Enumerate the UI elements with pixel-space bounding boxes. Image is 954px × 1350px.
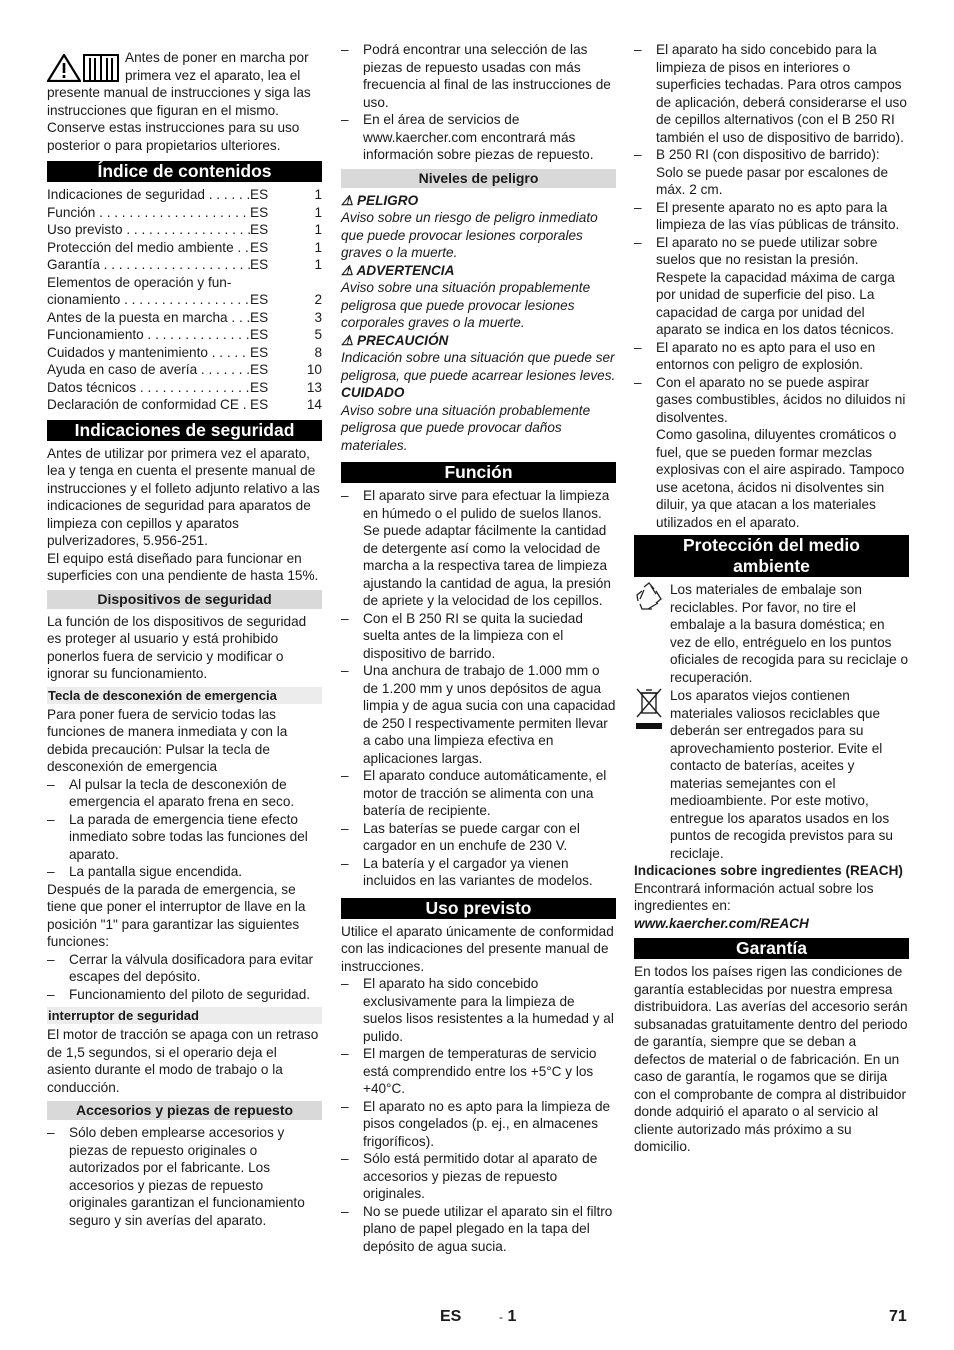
- hazard-label: PELIGRO: [356, 192, 419, 208]
- list-item: – Sólo está permitido dotar al aparato de accesorios y piezas de repuesto originales.: [341, 1150, 616, 1203]
- toc-language: ES: [250, 239, 269, 255]
- toc-row[interactable]: [47, 256, 322, 274]
- footer-page-number: 71: [889, 1308, 907, 1325]
- list-item: – Cerrar la válvula dosificadora para evitar escapes del depósito.: [47, 951, 322, 986]
- column-2: [341, 41, 616, 1255]
- intro-block: [47, 49, 322, 154]
- toc-row[interactable]: [47, 361, 322, 379]
- footer-sheet-value: 1: [507, 1308, 517, 1325]
- safety-heading: Indicaciones de seguridad: [47, 420, 322, 441]
- safety-paragraph-1: Antes de utilizar por primera vez el aparato, lea y tenga en cuenta el presente manual de instrucciones y el folleto adjunto relativo a las indicaciones de seguridad para aparatos de limpieza con cepillos y aparatos pulverizadores, 5.956-251.: [47, 445, 320, 548]
- toc-title: Elementos de operación y fun-: [47, 274, 232, 290]
- hazard-text: Aviso sobre una situación probablemente peligrosa que puede provocar daños materiales.: [341, 402, 591, 453]
- toc-title: Funcionamiento . . .: [47, 326, 250, 344]
- toc-title: Protección del medio ambiente . . .: [47, 239, 250, 257]
- accessories-heading: Accesorios y piezas de repuesto: [47, 1101, 322, 1120]
- list-item: – El aparato no es apto para el uso en entornos con peligro de explosión.: [634, 339, 909, 374]
- list-item: – En el área de servicios de www.kaercher.com encontrará más información sobre piezas de repuesto.: [341, 111, 616, 164]
- list-item: – Al pulsar la tecla de desconexión de emergencia el aparato frena en seco.: [47, 776, 322, 811]
- toc-language: ES: [250, 379, 269, 395]
- list-item: – B 250 RI (con dispositivo de barrido): Solo se puede pasar por escalones de máx. 2 cm.: [634, 146, 909, 199]
- hazard-level-danger: [341, 192, 616, 262]
- list-item: – Sólo deben emplearse accesorios y piezas de repuesto originales o autorizados por el fabricante. Los accesorios y piezas de repuesto originales garantizan el funcionamiento seguro y sin averías del aparato.: [47, 1124, 322, 1229]
- list-item: – Una anchura de trabajo de 1.000 mm o de 1.200 mm y unos depósitos de agua limpia y de agua sucia con una capacidad de 250 l respectivamente permiten llevar a cabo una limpieza efectiva en aplicaciones largas.: [341, 662, 616, 767]
- list-item: – Las baterías se puede cargar con el cargador en un enchufe de 230 V.: [341, 820, 616, 855]
- reach-paragraph: Encontrará información actual sobre los ingredientes en:: [634, 880, 874, 913]
- safety-devices-paragraph: La función de los dispositivos de seguridad es proteger al usuario y está prohibido ponerlos fuera de servicio y modificar o ignorar su funcionamiento.: [47, 613, 307, 681]
- safety-paragraph-2: El equipo está diseñado para funcionar en superficies con una pendiente de hasta 15%.: [47, 550, 319, 583]
- toc-list: [47, 186, 322, 414]
- toc-page: 1: [314, 239, 322, 255]
- hazard-triangle-icon: ⚠: [341, 192, 354, 208]
- toc-language: ES: [250, 397, 269, 412]
- weee-block: [634, 687, 909, 862]
- list-item: – La batería y el cargador ya vienen incluidos en las variantes de modelos.: [341, 855, 616, 890]
- toc-title: Declaración de conformidad CE . . .: [47, 396, 250, 414]
- toc-title: Ayuda en caso de avería . . .: [47, 361, 250, 379]
- toc-row[interactable]: [47, 309, 322, 327]
- toc-title: Indicaciones de seguridad . . .: [47, 186, 250, 204]
- function-heading: Función: [341, 462, 616, 483]
- toc-page: 1: [314, 187, 322, 202]
- toc-row[interactable]: [47, 274, 322, 292]
- list-item: – El aparato no se puede utilizar sobre suelos que no resistan la presión. Respete la capacidad máxima de carga por unidad de superficie del piso. La capacidad de carga por unidad del aparato se indica en los datos técnicos.: [634, 234, 909, 339]
- list-item: – Podrá encontrar una selección de las piezas de repuesto usadas con más frecuencia al final de las instrucciones de uso.: [341, 41, 616, 111]
- hazard-label: ADVERTENCIA: [356, 262, 455, 278]
- toc-page: 1: [314, 257, 322, 272]
- toc-page: 1: [314, 222, 322, 237]
- hazard-level-warning: [341, 262, 616, 332]
- toc-row[interactable]: [47, 344, 322, 362]
- toc-row[interactable]: [47, 204, 322, 222]
- toc-page: 1: [314, 204, 322, 220]
- list-item: – Funcionamiento del piloto de seguridad.: [47, 986, 322, 1004]
- intended-use-paragraph: Utilice el aparato únicamente de conformidad con las indicaciones del presente manual de instrucciones.: [341, 923, 614, 974]
- list-item: – La parada de emergencia tiene efecto inmediato sobre todas las funciones del aparato.: [47, 811, 322, 864]
- toc-row[interactable]: [47, 221, 322, 239]
- intro-text: Antes de poner en marcha por primera vez el aparato, lea el presente manual de instrucciones y siga las instrucciones que figuran en el mismo. Conserve estas instrucciones para su uso posterior o para propietarios ulteriores.: [47, 50, 311, 153]
- column-1: [47, 41, 322, 1229]
- list-item: – El margen de temperaturas de servicio está comprendido entre los +5°C y los +40°C.: [341, 1045, 616, 1098]
- list-item: – El aparato ha sido concebido para la limpieza de pisos en interiores o superficies techadas. Para otros campos de aplicación, deberá considerarse el uso de cepillos alternativos (con el B 250 RI también el uso de dispositivo de barrido).: [634, 41, 909, 146]
- toc-language: ES: [250, 187, 269, 202]
- recycling-icon: [634, 581, 664, 686]
- emergency-stop-paragraph-2: Después de la parada de emergencia, se tiene que poner el interruptor de llave en la posición "1" para garantizar las siguientes funciones:: [47, 881, 306, 949]
- toc-page: 3: [314, 309, 322, 325]
- list-item: – Con el B 250 RI se quita la suciedad suelta antes de la limpieza con el dispositivo de barrido.: [341, 610, 616, 663]
- hazard-label: PRECAUCIÓN: [356, 332, 449, 348]
- warranty-heading: Garantía: [634, 938, 909, 959]
- toc-page: 2: [314, 292, 322, 307]
- toc-row[interactable]: [47, 239, 322, 257]
- hazard-text: Aviso sobre una situación propablemente peligrosa que puede provocar lesiones corporales graves o la muerte.: [341, 280, 591, 330]
- toc-language: ES: [250, 362, 269, 377]
- list-item: – La pantalla sigue encendida.: [47, 863, 322, 881]
- list-item: – No se puede utilizar el aparato sin el filtro plano de papel plegado en la tapa del depósito de agua sucia.: [341, 1203, 616, 1256]
- hazard-triangle-icon: ⚠: [341, 332, 354, 348]
- toc-language: ES: [250, 309, 269, 325]
- list-item: – El aparato sirve para efectuar la limpieza en húmedo o el pulido de suelos llanos. Se puede adaptar fácilmente la cantidad de detergente así como la velocidad de marcha a la respectiva tarea de limpieza ajustando la cantidad de agua, la presión de apriete y la velocidad de los cepillos.: [341, 487, 616, 610]
- manual-book-icon: [83, 54, 119, 82]
- hazard-levels-heading: Niveles de peligro: [341, 169, 616, 188]
- safety-devices-heading: Dispositivos de seguridad: [47, 590, 322, 609]
- reach-heading: Indicaciones sobre ingredientes (REACH): [634, 863, 903, 878]
- toc-language: ES: [250, 344, 269, 360]
- toc-language: ES: [250, 292, 269, 307]
- footer-sheet-prefix: -: [499, 1310, 503, 1324]
- toc-heading: Índice de contenidos: [47, 161, 322, 182]
- intended-use-heading: Uso previsto: [341, 898, 616, 919]
- column-3: [634, 41, 909, 1156]
- hazard-text: Aviso sobre un riesgo de peligro inmediato que puede provocar lesiones corporales graves o la muerte.: [341, 210, 598, 260]
- toc-title: Garantía . . .: [47, 256, 250, 274]
- toc-language: ES: [250, 327, 269, 342]
- toc-language: ES: [250, 257, 269, 272]
- weee-paragraph: Los aparatos viejos contienen materiales valiosos reciclables que deberán ser entregados para su aprovechamiento posterior. Evite el contacto de baterías, aceites y materias semejantes con el medioambiente. Por este motivo, entregue los aparatos usados en los puntos de recogida previstos para su reciclaje.: [670, 688, 893, 861]
- toc-title: Datos técnicos . . .: [47, 379, 250, 397]
- emergency-stop-paragraph: Para poner fuera de servicio todas las funciones de manera inmediata y con la debida precaución: Pulsar la tecla de desconexión de emergencia: [47, 706, 288, 774]
- toc-row[interactable]: [47, 396, 322, 414]
- hazard-label: CUIDADO: [341, 385, 405, 400]
- warranty-paragraph: En todos los países rigen las condiciones de garantía establecidas por nuestra empresa distribuidora. Las averías del accesorio serán subsanadas gratuitamente dentro del periodo de garantía, siempre que se deban a defectos de material o de fabricación. En un caso de garantía, le rogamos que se dirija con el comprobante de compra al distribuidor donde adquirió el aparato o al servicio al cliente autorizado más próximo a su domicilio.: [634, 964, 908, 1154]
- safety-switch-heading: interruptor de seguridad: [47, 1007, 322, 1024]
- toc-title: cionamiento . . .: [47, 291, 250, 309]
- hazard-level-caution: [341, 332, 616, 385]
- toc-title: Cuidados y mantenimiento . . .: [47, 344, 250, 362]
- toc-row[interactable]: [47, 379, 322, 397]
- intro-icons: [47, 54, 119, 82]
- toc-language: ES: [250, 222, 269, 237]
- toc-title: Antes de la puesta en marcha . . .: [47, 309, 250, 327]
- hazard-level-notice: [341, 384, 616, 454]
- environment-heading: Protección del medio ambiente: [634, 535, 909, 577]
- footer-language: ES: [440, 1308, 462, 1325]
- toc-page: 13: [306, 379, 322, 395]
- list-item: – Con el aparato no se puede aspirar gases combustibles, ácidos no diluidos ni disolventes.: [634, 374, 909, 427]
- toc-page: 10: [306, 362, 322, 377]
- hazard-text: Indicación sobre una situación que puede ser peligrosa, que puede acarrear lesiones leves.: [341, 350, 616, 383]
- toc-language: ES: [250, 204, 269, 220]
- list-item: – El aparato conduce automáticamente, el motor de tracción se alimenta con una batería de recipiente.: [341, 767, 616, 820]
- recycling-paragraph: Los materiales de embalaje son reciclables. Por favor, no tire el embalaje a la basura doméstica; en vez de ello, entréguelo en los puntos oficiales de recogida para su reciclaje o recuperación.: [670, 582, 909, 685]
- toc-page: 8: [314, 344, 322, 360]
- toc-row[interactable]: [47, 326, 322, 344]
- warning-triangle-icon: [47, 54, 81, 82]
- emergency-stop-heading: Tecla de desconexión de emergencia: [47, 687, 322, 704]
- safety-switch-paragraph: El motor de tracción se apaga con un retraso de 1,5 segundos, si el operario deja el asiento durante el modo de trabajo o la conducción.: [47, 1027, 319, 1095]
- crossed-bin-icon: [634, 687, 664, 862]
- toc-row[interactable]: [47, 186, 322, 204]
- footer-sheet-number: [499, 1308, 516, 1326]
- reach-link[interactable]: www.kaercher.com/REACH: [634, 915, 809, 931]
- toc-page: 14: [306, 397, 322, 412]
- toc-title: Uso previsto . . .: [47, 221, 250, 239]
- toc-title: Función . . .: [47, 204, 250, 222]
- recycling-block: [634, 581, 909, 686]
- hazard-triangle-icon: ⚠: [341, 262, 354, 278]
- toc-row[interactable]: [47, 291, 322, 309]
- list-item: – El aparato ha sido concebido exclusivamente para la limpieza de suelos lisos resistentes a la humedad y al pulido.: [341, 975, 616, 1045]
- toc-page: 5: [314, 327, 322, 342]
- list-item: – El aparato no es apto para la limpieza de pisos congelados (p. ej., en almacenes frigoríficos).: [341, 1098, 616, 1151]
- intended-use-paragraph-2: Como gasolina, diluyentes cromáticos o fuel, que se pueden formar mezclas explosivas con el aire aspirado. Tampoco use acetona, ácidos ni disolventes sin diluir, ya que atacan a los materiales utilizados en el aparato.: [656, 427, 905, 530]
- list-item: – El presente aparato no es apto para la limpieza de las vías públicas de tránsito.: [634, 199, 909, 234]
